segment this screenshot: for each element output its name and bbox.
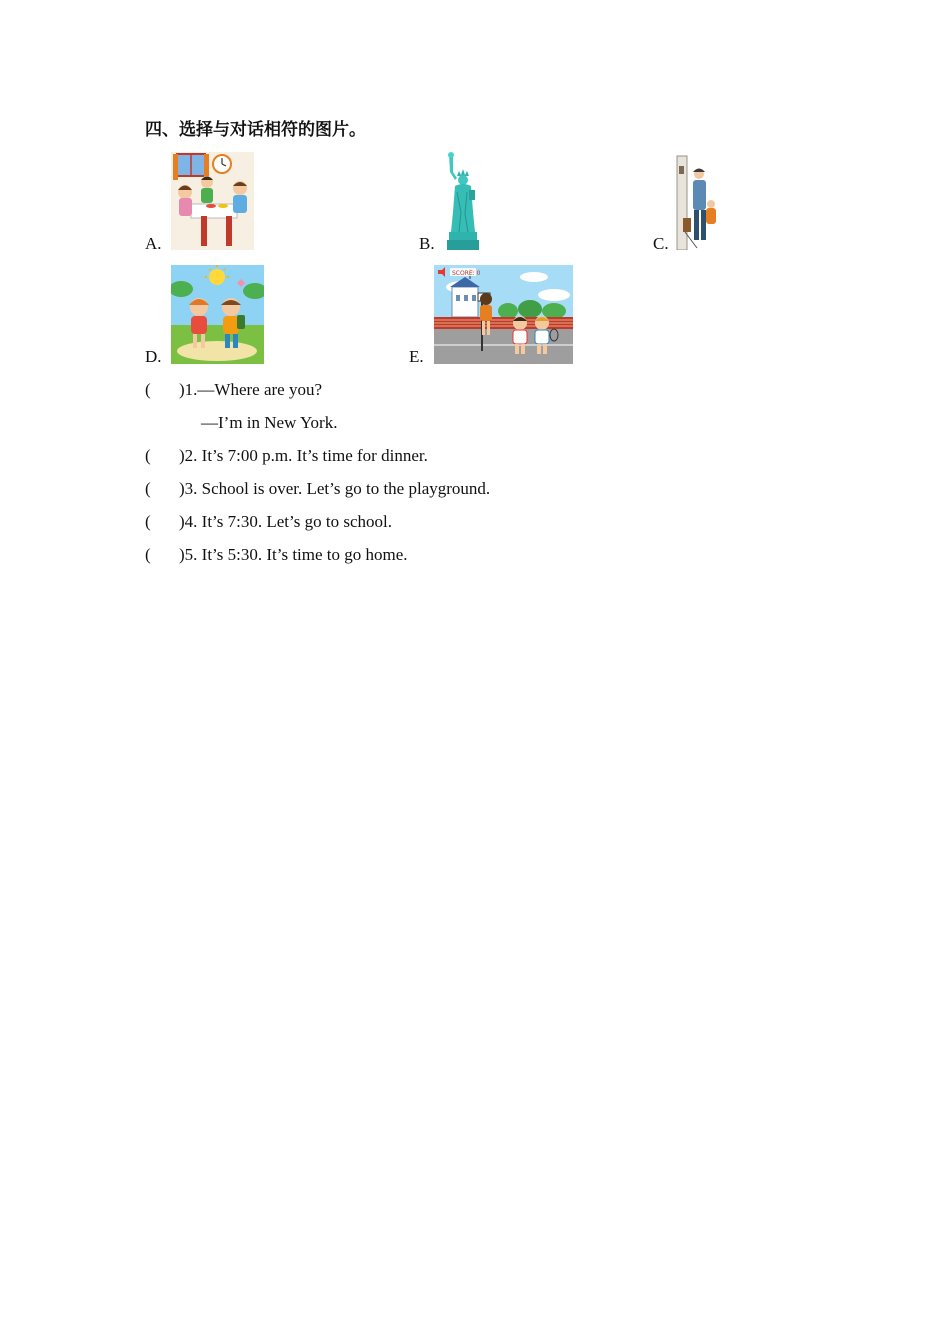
score-text: SCORE: 0	[452, 270, 481, 277]
kids-walking-to-school-picture	[171, 265, 264, 364]
answer-paren[interactable]: (	[145, 479, 151, 498]
question-text: )1.—Where are you?	[179, 380, 323, 399]
question-text: )4. It’s 7:30. Let’s go to school.	[179, 512, 392, 531]
question-3	[145, 479, 565, 503]
section-title: 四、选择与对话相符的图片。	[145, 120, 366, 140]
answer-paren[interactable]: (	[145, 380, 151, 399]
question-4	[145, 512, 565, 536]
question-1	[145, 380, 565, 404]
going-home-picture	[675, 152, 720, 250]
answer-paren[interactable]: (	[145, 512, 151, 531]
question-5	[145, 545, 565, 569]
playground-picture	[434, 265, 573, 364]
question-1-reply: —I’m in New York.	[201, 413, 338, 432]
question-text: )2. It’s 7:00 p.m. It’s time for dinner.	[179, 446, 428, 465]
question-2	[145, 446, 565, 470]
answer-paren[interactable]: (	[145, 446, 151, 465]
statue-of-liberty-picture	[443, 152, 483, 250]
option-b-label: B.	[419, 234, 435, 253]
option-c-label: C.	[653, 234, 669, 253]
question-text: )5. It’s 5:30. It’s time to go home.	[179, 545, 408, 564]
option-e-label: E.	[409, 347, 424, 366]
answer-paren[interactable]: (	[145, 545, 151, 564]
question-text: )3. School is over. Let’s go to the playground.	[179, 479, 491, 498]
option-a-label: A.	[145, 234, 162, 253]
option-d-label: D.	[145, 347, 162, 366]
family-dinner-picture	[171, 152, 254, 250]
